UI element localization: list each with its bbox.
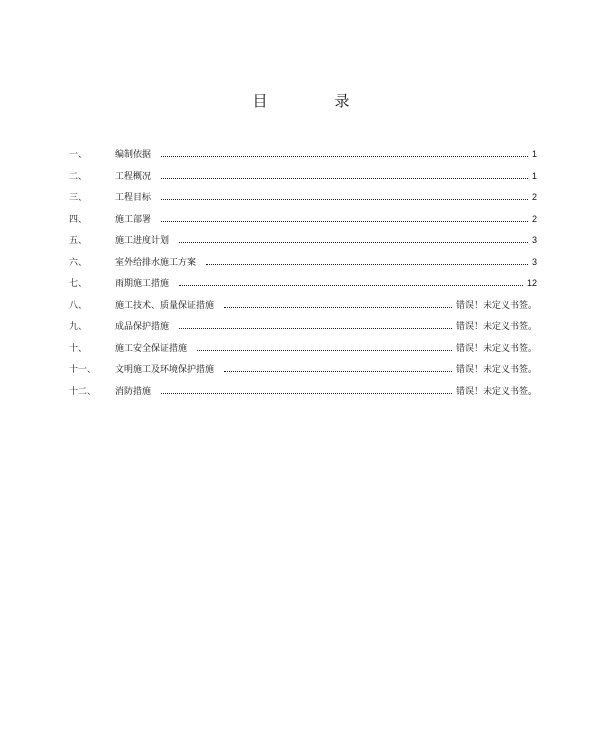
- toc-entry-number: 四、: [69, 214, 88, 225]
- toc-entry[interactable]: [69, 186, 537, 208]
- toc-leader-dots: [161, 149, 528, 157]
- toc-entry-number: 一、: [69, 150, 88, 160]
- toc-entry[interactable]: [69, 208, 537, 230]
- toc-entry-page: 12: [526, 278, 537, 288]
- toc-entry-page: 错误！未定义书签。: [455, 322, 537, 332]
- toc-entry[interactable]: [69, 294, 537, 316]
- toc-entry[interactable]: [69, 380, 537, 402]
- toc-entry-number: 十、: [69, 343, 88, 354]
- toc-entry-number: 九、: [69, 322, 88, 332]
- toc-leader-dots: [206, 257, 528, 265]
- toc-entry[interactable]: [69, 229, 537, 251]
- toc-entry-label: 施工安全保证措施: [115, 343, 188, 354]
- toc-entry[interactable]: [69, 337, 537, 359]
- toc-entry-label: 施工部署: [115, 214, 152, 225]
- toc-leader-dots: [224, 364, 452, 372]
- toc-entry-number: 六、: [69, 257, 88, 268]
- toc-entry-label: 施工进度计划: [115, 236, 170, 246]
- toc-entry[interactable]: [69, 358, 537, 380]
- toc-entry-number: 十二、: [69, 386, 97, 397]
- toc-entry-page: 错误！未定义书签。: [455, 365, 537, 375]
- toc-entry-label: 室外给排水施工方案: [115, 257, 197, 268]
- toc-entry-page: 错误！未定义书签。: [455, 386, 537, 397]
- toc-entry-label: 消防措施: [115, 386, 152, 397]
- toc-entry-label: 雨期施工措施: [115, 279, 170, 289]
- toc-entry[interactable]: [69, 143, 537, 165]
- toc-leader-dots: [179, 235, 528, 243]
- toc-leader-dots: [161, 214, 528, 222]
- toc-entry-page: 2: [531, 192, 537, 202]
- toc-entry-page: 错误！未定义书签。: [455, 343, 537, 354]
- toc-entry-label: 成品保护措施: [115, 322, 170, 332]
- toc-entry-number: 七、: [69, 279, 88, 289]
- toc-leader-dots: [179, 278, 523, 286]
- toc-entry[interactable]: [69, 165, 537, 187]
- toc-leader-dots: [161, 192, 528, 200]
- toc-entry-number: 十一、: [69, 365, 97, 375]
- toc-entry[interactable]: [69, 315, 537, 337]
- toc-leader-dots: [179, 321, 452, 329]
- toc-entry-page: 3: [531, 235, 537, 245]
- toc-entry-label: 工程目标: [115, 193, 152, 203]
- toc-leader-dots: [161, 386, 452, 394]
- toc-title: 目 录: [252, 92, 376, 110]
- toc-entry-page: 3: [531, 256, 537, 267]
- toc-entry-label: 编制依据: [115, 150, 152, 160]
- toc-entry-label: 文明施工及环境保护措施: [115, 365, 215, 375]
- toc-entry-label: 工程概况: [115, 171, 152, 182]
- toc-entry-number: 二、: [69, 171, 88, 182]
- toc-entry-page: 2: [531, 213, 537, 224]
- toc-entry-page: 1: [531, 149, 537, 159]
- toc-entry[interactable]: [69, 272, 537, 294]
- toc-entry-label: 施工技术、质量保证措施: [115, 300, 215, 311]
- toc-leader-dots: [224, 300, 452, 308]
- toc-entry-page: 1: [531, 170, 537, 181]
- toc-leader-dots: [161, 171, 528, 179]
- toc-entry-number: 五、: [69, 236, 88, 246]
- toc-entry-page: 错误！未定义书签。: [455, 300, 537, 311]
- toc-entry-number: 三、: [69, 193, 88, 203]
- table-of-contents: [69, 143, 537, 401]
- toc-leader-dots: [197, 343, 452, 351]
- toc-entry[interactable]: [69, 251, 537, 273]
- toc-entry-number: 八、: [69, 300, 88, 311]
